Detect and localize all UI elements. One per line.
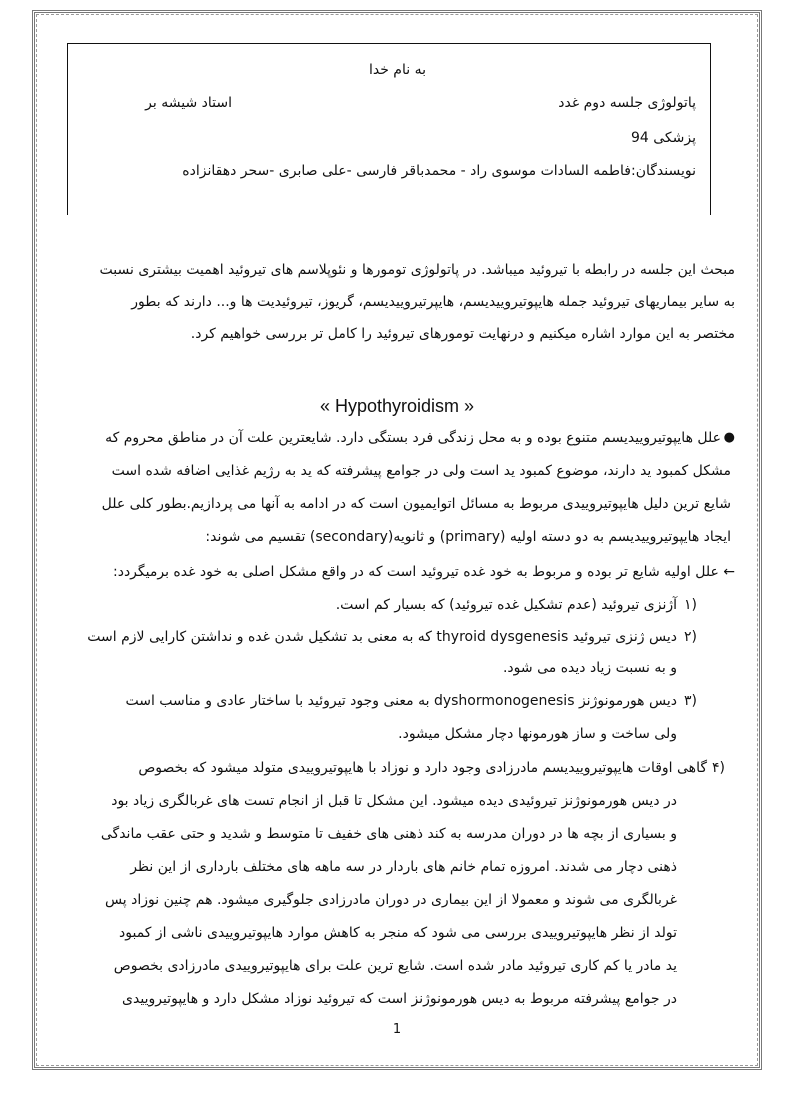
arrow-line: ← علل اولیه شایع تر بوده و مربوط به خود غده تیروئید است که در واقع مشکل اصلی به خود غده برمیگردد: bbox=[113, 564, 735, 580]
intro-line: مختصر به این موارد اشاره میکنیم و درنهایت تومورهای تیروئید را کامل تر بررسی خواهیم کرد. bbox=[190, 326, 735, 342]
item-line: در جوامع پیشرفته مربوط به دیس هورمونوژنز است که تیروئید نوزاد مشکل دارد و هایپوتیروییدی bbox=[122, 991, 677, 1007]
bismillah: به نام خدا bbox=[368, 62, 426, 78]
course-title: پاتولوژی جلسه دوم غدد bbox=[558, 95, 696, 111]
intro-line: به سایر بیماریهای تیروئید جمله هایپوتیروییدیسم، هایپرتیروییدیسم، گریوز، تیروئیدیت ها و... دارند که بطور bbox=[131, 294, 735, 310]
authors-line: نویسندگان:فاطمه السادات موسوی راد - محمدباقر فارسی -علی صابری -سحر دهقانزاده bbox=[182, 163, 696, 179]
intro-line: مبحث این جلسه در رابطه با تیروئید میباشد. در پاتولوژی تومورها و نئوپلاسم های تیروئید اهمیت بیشتری نسبت bbox=[99, 262, 735, 278]
program-label: پزشکی 94 bbox=[630, 130, 696, 146]
item-line: دیس هورمونوژنز dyshormonogenesis به معنی وجود تیروئید با ساختار عادی و مناسب است bbox=[125, 693, 677, 709]
item-line: و به نسبت زیاد دیده می شود. bbox=[502, 660, 677, 676]
item-number: ۲) bbox=[684, 629, 697, 645]
item-line: ذهنی دچار می شدند. امروزه تمام خانم های باردار در سه ماهه های مختلف بارداری از این نظر bbox=[130, 859, 677, 875]
item-line: و بسیاری از بچه ها در دوران مدرسه به کند ذهنی های خفیف تا متوسط و شدید و حتی عقب ماندگی bbox=[100, 826, 677, 842]
item-number: ۳) bbox=[684, 693, 697, 709]
bullet-marker-icon: ● bbox=[723, 430, 735, 445]
item-line: غربالگری می شوند و معمولا از این بیماری در دوران مادرزادی جلوگیری میشود. هم چنین نوزاد پس bbox=[104, 892, 677, 908]
item-line: در دیس هورمونوژنز تیروئیدی دیده میشود. این مشکل تا قبل از انجام تست های غربالگری زیاد بود bbox=[111, 793, 677, 809]
item-number: ۴) bbox=[712, 760, 725, 776]
item-line: دیس ژنزی تیروئید thyroid dysgenesis که به معنی بد تشکیل شدن غده و نداشتن کارایی لازم است bbox=[87, 629, 677, 645]
bullet-line: علل هایپوتیروییدیسم متنوع بوده و به محل زندگی فرد بستگی دارد. شایعترین علت آن در مناطق محروم که bbox=[105, 430, 721, 446]
bullet-line: مشکل کمبود ید دارند، موضوع کمبود ید است ولی در جوامع پیشرفته که ید به رژیم غذایی اضافه شده است bbox=[111, 463, 731, 479]
bullet-line: شایع ترین دلیل هایپوتیروییدی مربوط به مسائل اتوایمیون است که در ادامه به آنها می پردازیم.بطور کلی علل bbox=[101, 496, 731, 512]
item-line: تولد از نظر هایپوتیروییدی بررسی می شود که منجر به کاهش موارد هایپوتیروییدی ناشی از کمبود bbox=[119, 925, 677, 941]
item-line: گاهی اوقات هایپوتیروییدیسم مادرزادی وجود دارد و نوزاد با هایپوتیروییدی متولد میشود که بخصوص bbox=[138, 760, 707, 776]
item-number: ۱) bbox=[684, 597, 697, 613]
item-line: آژنزی تیروئید (عدم تشکیل غده تیروئید) که بسیار کم است. bbox=[335, 597, 677, 613]
page-number: 1 bbox=[392, 1022, 402, 1037]
instructor-name: استاد شیشه بر bbox=[145, 95, 232, 111]
item-line: ولی ساخت و ساز هورمونها دچار مشکل میشود. bbox=[398, 726, 677, 742]
intro-paragraph bbox=[68, 262, 735, 352]
bullet-line: ایجاد هایپوتیروییدیسم به دو دسته اولیه (primary) و ثانویه(secondary) تقسیم می شوند: bbox=[205, 529, 731, 545]
item-line: ید مادر یا کم کاری تیروئید مادر شده است. شایع ترین علت برای هایپوتیروییدی مادرزادی بخصوص bbox=[113, 958, 677, 974]
bullet-block bbox=[68, 430, 735, 560]
section-title: « Hypothyroidism » bbox=[319, 396, 475, 416]
